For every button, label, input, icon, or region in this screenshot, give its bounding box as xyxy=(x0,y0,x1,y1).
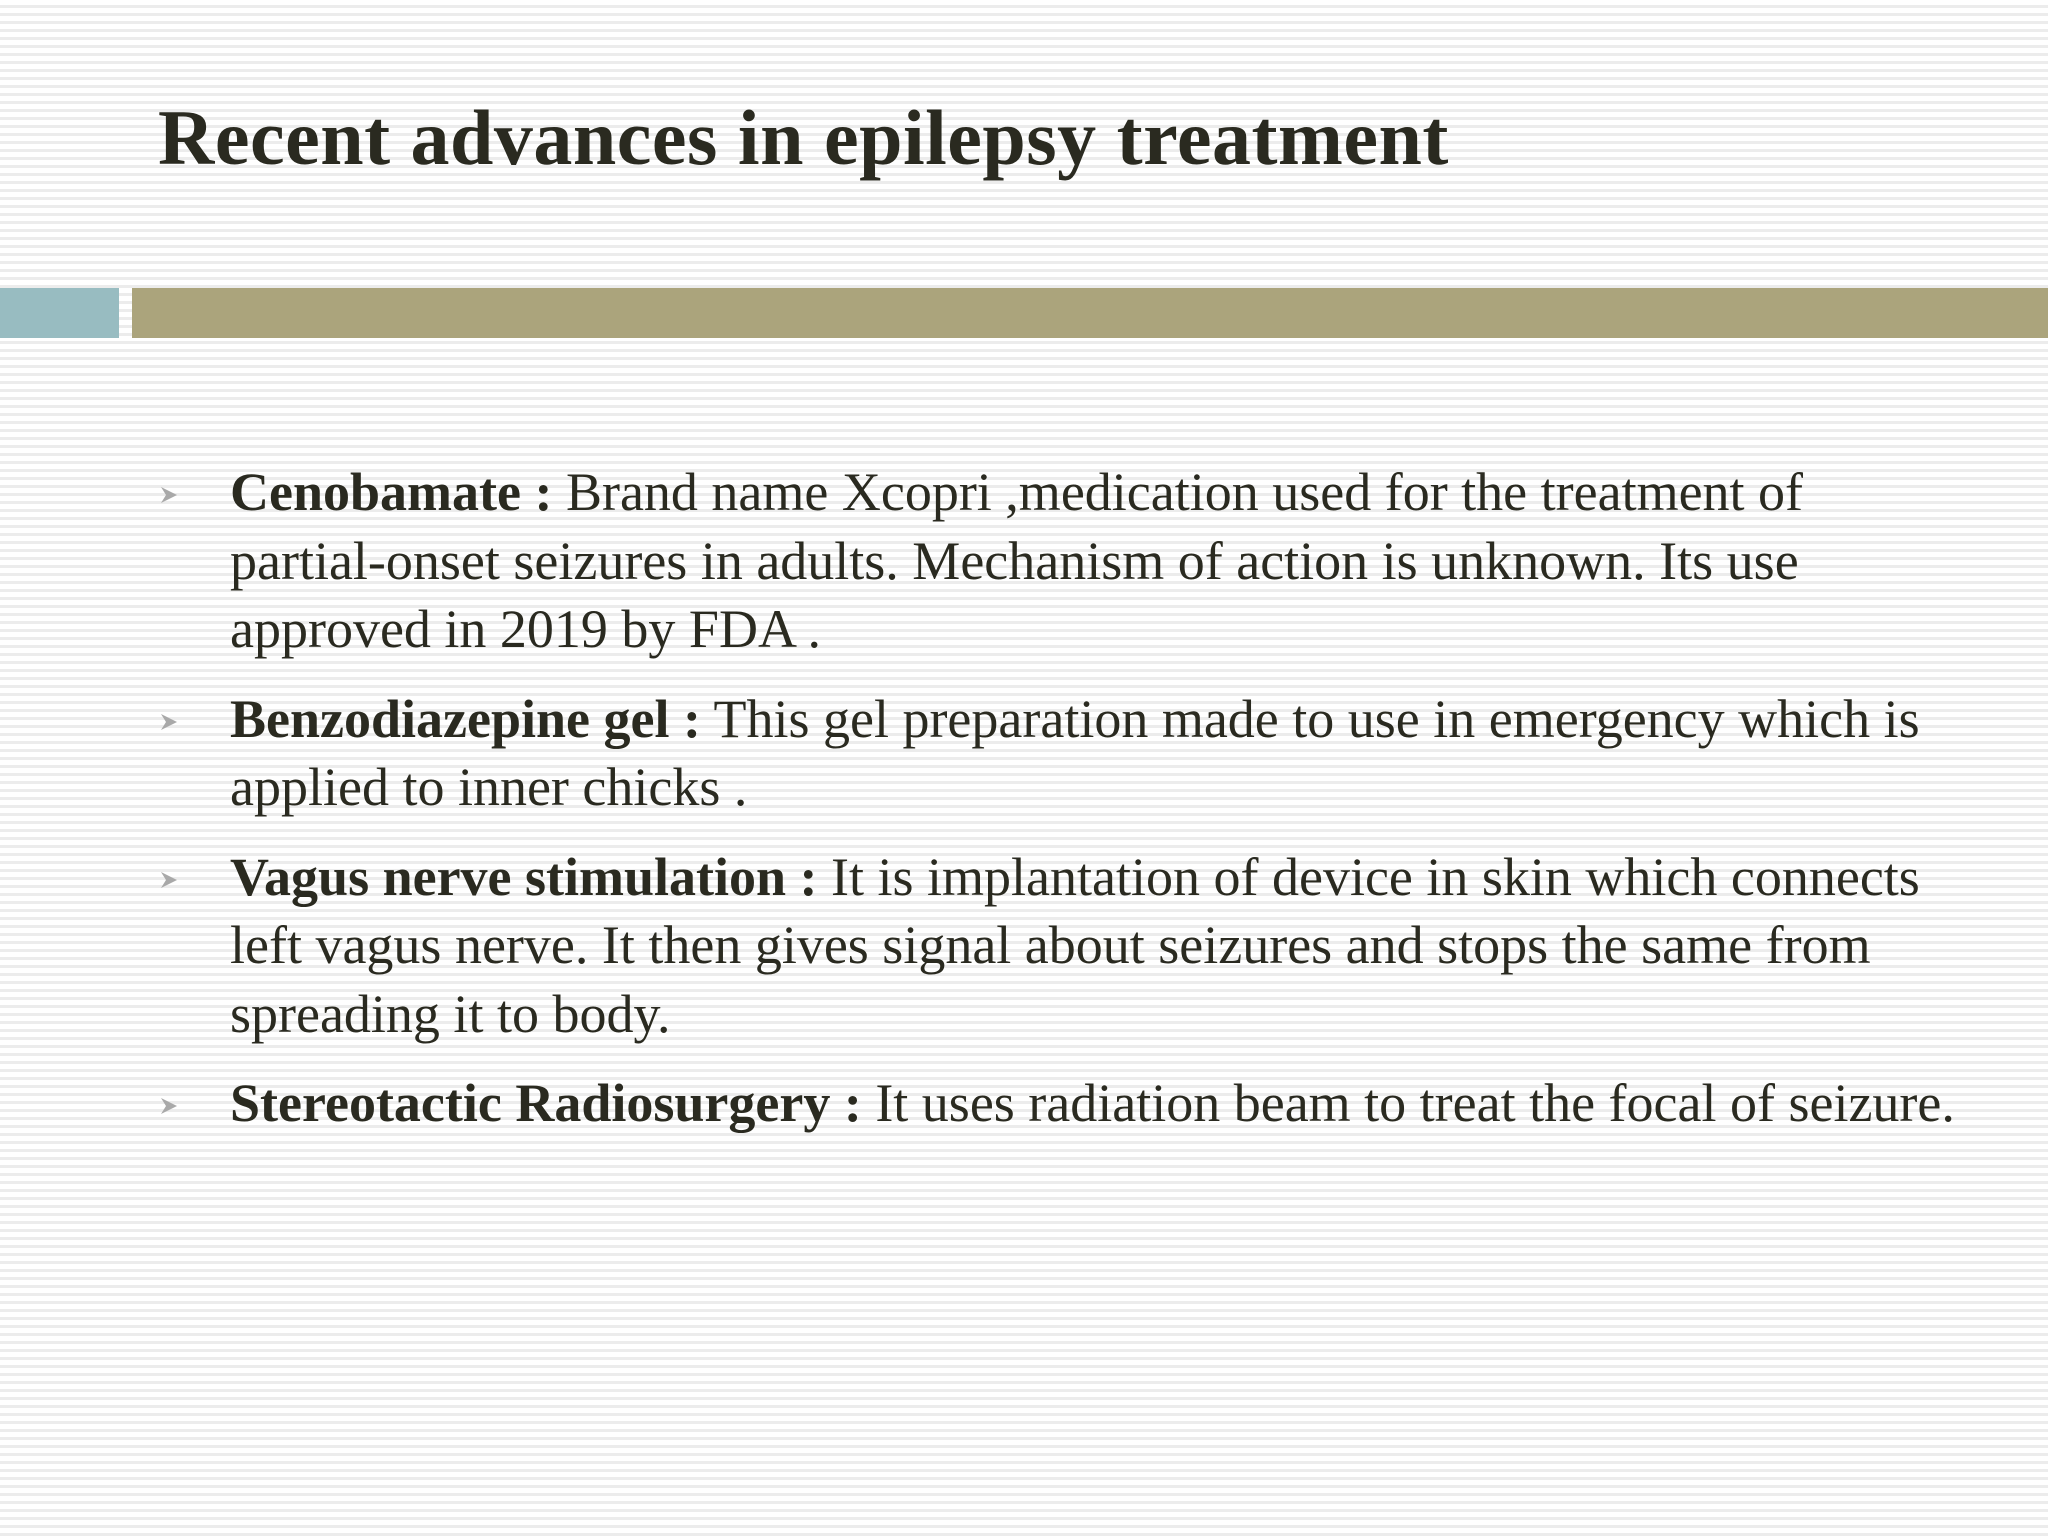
bullet-text: This gel preparation made to use in emergency which is applied to inner chicks . xyxy=(230,688,1920,817)
bullet-item xyxy=(158,1069,1958,1138)
bullet-text: It uses radiation beam to treat the focal of seizure. xyxy=(861,1073,1955,1133)
arrow-bullet-icon xyxy=(158,869,180,891)
bullet-term: Cenobamate : xyxy=(230,462,553,522)
bullet-item xyxy=(158,843,1958,1049)
bullet-term: Vagus nerve stimulation : xyxy=(230,846,818,907)
bullet-term: Stereotactic Radiosurgery : xyxy=(230,1073,862,1133)
bullet-text: Brand name Xcopri ,medication used for the treatment of partial-onset seizures in adults. Mechanism of action is unknown. Its use approved in 2019 by FDA . xyxy=(230,462,1804,659)
accent-block xyxy=(0,288,119,338)
slide-title: Recent advances in epilepsy treatment xyxy=(158,94,1449,181)
bullet-list xyxy=(158,458,1958,1159)
arrow-bullet-icon xyxy=(158,1095,180,1117)
accent-bar xyxy=(132,288,2048,338)
bullet-item xyxy=(158,685,1958,822)
bullet-text: It is implantation of device in skin which connects left vagus nerve. It then gives signal about seizures and stops the same from spreading it to body. xyxy=(230,846,1920,1044)
bullet-item xyxy=(158,458,1958,664)
bullet-term: Benzodiazepine gel : xyxy=(230,688,701,749)
arrow-bullet-icon xyxy=(158,711,180,733)
arrow-bullet-icon xyxy=(158,484,180,506)
